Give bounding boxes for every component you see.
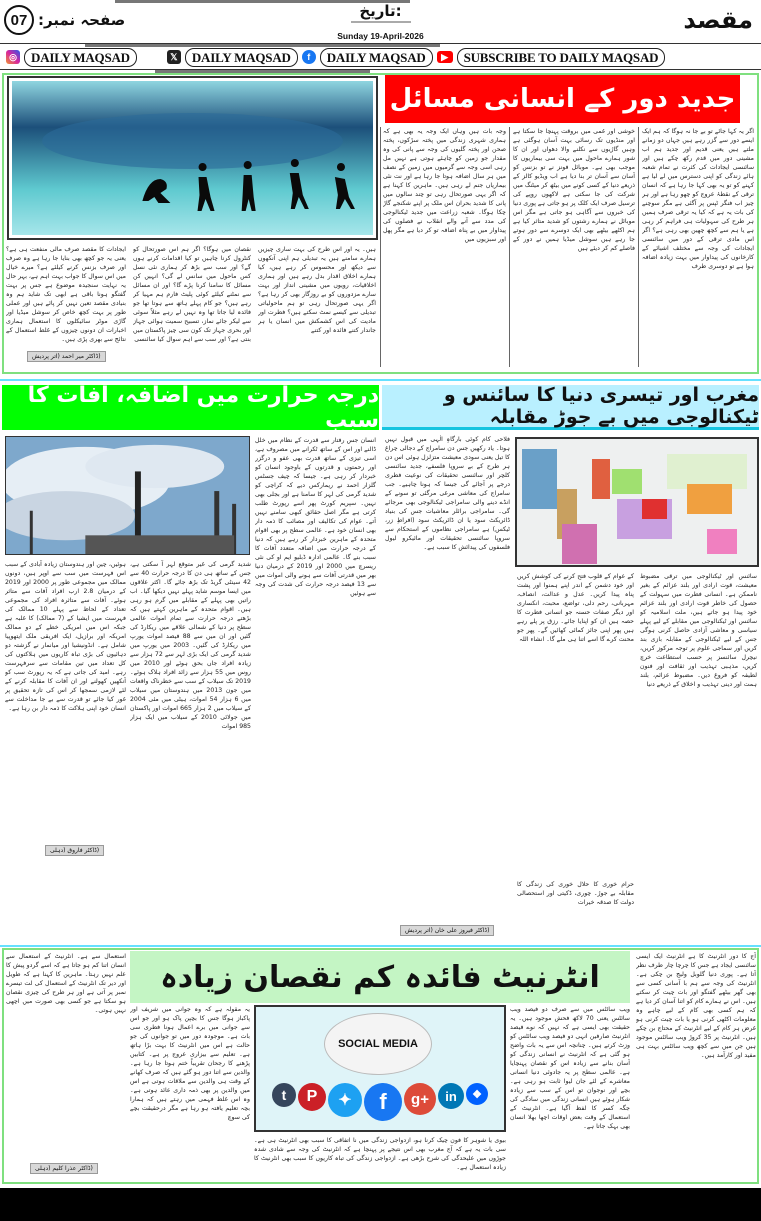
tumblr-icon: t xyxy=(272,1083,296,1107)
evolution-illustration xyxy=(12,81,373,235)
social-icon-row xyxy=(264,1083,496,1121)
x-twitter-icon[interactable]: 𝕏 xyxy=(167,50,181,64)
article-modern-age-column-6: ایجادات کا مقصد صرف مالی منفعت ہی ہے؟ یعنی یہ جو کچھ بھی بنایا جا رہا ہے وہ صرف اور صرف بزنس کرنے کیلئے ہے؟ میرے خیال میں اس سوال کا جواب بہت اہم ہے، بہر حال یہ نہایت سنجیدہ موضوع ہے جس پر بہت گفتگو ہونا باقی ہے ابھی تک شاید ہم وہ بنیادی مقصد تعین نہیں کر پائے ہیں اور عملی طور پر بہت کچھ خاص کر سوشل میڈیا اور گاڑی موٹر سائیکلوں کا استعمال ہماری اخبارات ان دونوں چیزوں کے غلط استعمال کے نتائج سے بھری پڑی ہیں۔ xyxy=(6,246,126,343)
column-rule xyxy=(509,127,510,367)
pinterest-icon: P xyxy=(298,1083,326,1111)
newspaper-logo: مقصد xyxy=(683,6,753,34)
facebook-logo-icon: f xyxy=(364,1083,402,1121)
article-modern-age-column-2: خوشی اور غمی میں بروقت پہنچا جا سکتا ہے اور منڈیوں تک رسائی بہت آسان ہوگئی ہے وہیں گاڑیوں سے نکلنے والا دھواں اور ان کا شور ہمارے ماحول میں بہت سی بیماریوں کا موجب بھی ہے۔ موبائل فونز نے تو بزنس کو آسان سے آسان تر بنا دیا ہے اب ویڈیو کالز کے ذریعے دنیا کے کسی کونے میں بیٹھ کر میٹنگ میں شرکت کی جا سکتی ہے لاکھوں روپے کی ترسیل صرف ایک کلک پر ہو جاتی ہے پوری دنیا کی خبروں سے آگاہی ہو جاتی ہے مگر اس موبائل نے ہمارے رشتوں کو شدید متاثر کیا ہے ہم اکٹھے بیٹھے بھی ایک دوسرے سے دور ہوتے جا رہے ہیں سوشل میڈیا ہمیں نے دور کے فاصلے کم کر دیئے ہیں xyxy=(513,128,635,252)
article-modern-age-column-1: اگر یہ کہا جائے تو بے جا نہ ہوگا کہ ہم ایک ایسے دور سے گزر رہے ہیں جہاں دو زمانے ملتے ہیں یعنی قدیم اور جدید ہم اب مشینی دور میں قدم رکھ چکے ہیں اور سائنسی ایجادات کی کثرت نے تمام شعبہ ہائے زندگی کو اپنی دسترس میں لے لیا ہے کہنے کو تو یہ بھی کہا جا رہا ہے کہ انسان ترقی کے نقطۂ عروج کو چھو رہا ہے اور ہر چیز اب فنگر ٹپس پر آگئی ہے مگر سوچنے کی بات یہ ہے کہ کیا یہ ترقی صرف ہمیں ہر طرح کی سہولیات ہی فراہم کر رہی ہے یا ہم سے کچھ چھین بھی رہی ہے؟ اگر اس مادی ترقی کے دور میں سائنسی ایجادات کی وجہ سے مختلف اشیائے کے کارخانوں کی پیداوار میں بہت زیادہ اضافہ ہوا ہے تو دوسری طرف xyxy=(642,128,754,270)
article-temperature-column-1: انسان جس رفتار سے قدرت کے نظام میں خلل ڈالنے اور اس کے ساتھ ٹکرانے میں مصروف ہے، اسی تیزی کے ساتھ قدرت بھی عفو و درگزر اور رحمتوں و قدرتوں کے باوجود انسان کو خبردار کر رہی ہے۔ جیسا کہ چیف جسٹس گلزار احمد نے ریمارکس دیے کہ کراچی کو شدید گرمی کی لہر کا سامنا ہے اور بجلی بھی نہیں۔ سپریم کورٹ پھر اسے رپورٹ طلب کرتی ہے مگر اصل حقائق کبھی سامنے نہیں آتے۔ عوام کی تکالیف اور مصائب کا ذمہ دار بھی انسان خود ہے۔ عالمی سطح پر بھی اقوام متحدہ کے ماہرین خبردار کر رہے ہیں کہ دنیا کے درجہ حرارت میں اضافہ متعدد آفات کا سبب بنے گا۔ عالمی ادارہ ڈبلیو ایم او کی نئی ریسرچ میں 2000 اور 2019 کے درمیان دنیا بھر میں قدرتی آفات سے ہونے والی اموات میں سے 13 فیصد درجہ حرارت کی شدت کی وجہ سے ہوئیں xyxy=(255,437,376,597)
issue-date: Sunday 19-April-2026 xyxy=(337,31,424,41)
article-internet-column-3: یہ مقولہ ہے کہ وہ جوانی میں شریف اور پاکباز ہوگا جس کا بچپن پاک ہو اور جو اس سے جوانی میں برے اعمال ہونا فطری سی بات ہے۔ موجودہ دور میں تو جوانوں کی جو حالت ہے اس میں انٹرنیٹ کا بہت بڑا ہاتھ ہے۔ تعلیم سے بیزاری عروج پر ہے۔ کتابیں پڑھنے کا رجحان تقریباً ختم ہوتا جا رہا ہے۔ والدین سے اتنا دور ہو گئے ہیں کہ صرف کھانے کے وقت ہی والدین سے ملاقات ہوتی ہے اس میں والدین پر بھی ذمہ داری عائد ہوتی ہے۔ وہ اس غلط فہمی میں رہتے ہیں کہ ہمارا بچہ تعلیم یافتہ ہو رہا ہے مگر درحقیقت بچے کی سوچ xyxy=(130,1006,250,1121)
instagram-handle[interactable]: DAILY MAQSAD xyxy=(24,48,137,67)
social-divider xyxy=(0,69,761,70)
linkedin-icon: in xyxy=(438,1083,464,1109)
section-separator xyxy=(0,379,761,381)
article-internet-column-2: ویب سائٹس میں سے صرف دو فیصد ویب سائٹس یعنی 70 لاکھ فحش موجود ہیں۔ یہ حقیقت بھی ایسی ہے کہ نہیں کہ نوے فیصد انٹرنیٹ صارفین انہی دو فیصد ویب سائٹس کو وزٹ کرتے ہیں۔ چنانچہ اس سے یہ بات واضح ہو گئی ہے کہ انٹرنیٹ نے انسانی زندگی کو آسان بنانے سے زیادہ اس کو نقصان پہنچایا ہے۔ عالمی سطح پر یہ جادوئی دنیا انسانی معاشرے کے لئے جان لیوا ثابت ہو رہی ہے۔ بچے اور نوجوان تو اس کے سب سے زیادہ شکار ہوئے ہیں انسانی زندگی میں سادگی کی جگہ کسر کا لفظ آگیا ہے۔ انٹرنیٹ کے استعمال کے وقت بعض اوقات اچھا بھلا انسان بھی بہک جاتا ہے۔ xyxy=(510,1006,630,1130)
image-factory-smoke xyxy=(5,436,250,555)
date-label: تاریخ: xyxy=(359,2,402,20)
masthead-divider xyxy=(0,43,761,44)
headline-modern-age: جدید دور کے انسانی مسائل xyxy=(385,75,740,123)
twitter-icon: ✦ xyxy=(328,1083,362,1117)
headline-rising-temperature: درجہ حرارت میں اضافہ، آفات کا سبب xyxy=(2,385,379,430)
social-bar xyxy=(0,45,761,69)
byline-rising-temperature: (ڈاکٹر فاروق (دہلی xyxy=(45,845,104,856)
article-modern-age-column-5: نقصان میں ہوگا؟ اگر ہم اس صورتحال کو کنٹرول کرنا چاہیں تو کیا اقدامات کرنے ہوں گے؟ اور سب سے بڑھ کر ہماری نئی نسل کس ماحول میں سانس لے گی؟ انہیں کن مسائل کا سامنا کرنا پڑے گا؟ اور ان مسائل سے نمٹنے کیلئے کوئی پلیٹ فارم ہم مہیا کر رہے ہیں؟ جو کام پہلے ہاتھ سے ہوتا تھا جو فائدہ لیا جاتا تھا وہ نہیں لے رہے مثلاً سوئی سے لیکر جائے نماز، تسبیح سمیت ہوائی جہاز اور بحری جہاز تک کون سی چیز پاکستان میں بنتی ہے؟ اور سب سے اہم سوال کیا سائنسی xyxy=(133,246,251,343)
article-temperature-column-2: شدید گرمی کی غیر متوقع لہر آ سکتی ہے، جس کے ساتھ ہی دن کا درجہ حرارت 40 سے 42 سینٹی گریڈ تک بڑھ جائے گا۔ اکثر علاقوں میں ایسا موسم شاید پہلے نہیں دیکھا گیا۔ اب راتیں بھی پہلے کے مقابلے میں گرم ہو رہی ہیں۔ اقوام متحدہ کے ماہرین کہتے ہیں کہ بڑھتے درجہ حرارت سے تمام اموات عالمی سطح پر دنیا کے شمالی علاقے میں ریکارڈ کی گئیں اور ان میں سے 88 فیصد اموات یورپ میں ریکارڈ کی گئیں۔ 2003 میں یورپ میں شدید گرمی کی ایک بڑی لہر سے 72 ہزار سے زیادہ افراد جاں بحق ہوئے اور 2010 میں روس میں 55 ہزار سے زائد افراد ہلاک ہوئے۔ 2019 تک سیلاب کے سب سے خطرناک واقعات میں جون 2013 میں ہندوستان میں سیلاب میں 6 ہزار 54 اموات، ہیٹی میں مئی 2004 کے سیلاب میں 2 ہزار 665 اموات اور پاکستان میں جولائی 2010 کے سیلاب میں ایک ہزار 985 اموات xyxy=(130,561,251,730)
youtube-icon[interactable]: ▶ xyxy=(437,51,453,63)
article-west-column-3: کے عوام کے قلوب فتح کرنے کی کوشش کریں اور خود دشمن کے اندر اپنے ہمنوا اور پشت پناہ پیدا کریں۔ عدل و عدالت، انصاف، مہربانی، رحم دلی، تواضع، محبت، انکساری اور دیگر صفات حسنہ جو انسانی فطرت کا حصہ ہیں ان کو اپنایا جائے۔ رزق پر پلے رہے ہیں پھر اپنی جائز کمائی کھائیں گے۔ پھر جو محنت کرے گا اسے اتنا ہی ملے گا۔ انشاء اللہ xyxy=(517,573,634,643)
x-handle[interactable]: DAILY MAQSAD xyxy=(185,48,298,67)
article-internet-column-5: استعمال سے ہے۔ انٹرنیٹ کے استعمال سے انسان اتنا کم ہو جاتا ہے کہ اسے گردو پیش کا علم نہیں رہتا۔ ماہرین کا کہنا ہے کہ طویل اور دیر تک انٹرنیٹ کے استعمال کی لت تیسرے نمبر پر آتی ہے اور ہر طرح کی چیزی نقصان ہو سکتا ہے جو کسی بھی صورت میں اچھی نہیں ہوتی۔ xyxy=(6,953,126,1014)
social-media-globe: SOCIAL MEDIA xyxy=(324,1013,432,1075)
youtube-subscribe[interactable]: SUBSCRIBE TO DAILY MAQSAD xyxy=(457,48,666,67)
google-plus-icon: g+ xyxy=(404,1083,436,1115)
instagram-icon[interactable]: ◎ xyxy=(6,50,20,64)
byline-internet: (ڈاکٹر عذرا کلیم (دہلی xyxy=(30,1163,98,1174)
article-modern-age-column-3: وجہ بات ہیں وہاں ایک وجہ یہ بھی ہے کہ ہماری شہری زندگی میں پختہ سڑکوں، پختہ صحن اور پختہ گلیوں کی وجہ سے پانی کی وہ مقدار جو زمین کو چاہئے ہوتی ہے نہیں مل رہی اسی وجہ سے گرمیوں میں زمین کے نصف میں ہر سال اضافہ ہوتا جا رہا ہے اور نت نئی بیماریاں جنم لے رہی ہیں۔ ماہرین کا کہنا ہے کہ اگر یہی صورتحال رہی تو چند سالوں میں پانی کا شدید بحران اس ملک پر اپنے شکنجے گاڑ چکا ہوگا۔ شعبہ زراعت میں جدید ٹیکنالوجی کی مدد سے آنے والے انقلاب نے فصلوں کی پیداوار میں بے پناہ اضافہ تو کر دیا ہے مگر پھل اور سبزیوں میں xyxy=(383,128,506,243)
date-divider xyxy=(351,21,411,23)
image-social-media xyxy=(254,1005,506,1132)
article-west-column-4: حرام خوری کا حلال خوری کی زندگی کا مقابلہ بے جوڑ۔ چوری، ڈکیتی اور استحصالی دولت کا صدقہ خیرات xyxy=(517,881,634,906)
facebook-icon[interactable]: f xyxy=(302,50,316,64)
dropbox-icon: ❖ xyxy=(466,1083,488,1105)
column-rule xyxy=(638,127,639,367)
article-temperature-column-3: ہوئیں، چین اور ہندوستان زیادہ آبادی کے سبب اس فہرست میں سب سے اوپر ہیں، دونوں ممالک میں مجموعی طور پر 2000 اور 2019 کے درمیان 2.8 ارب افراد آفات سے متاثر ہوئے۔ آفات سے متاثرہ افراد کی مجموعی تعداد کے لحاظ سے پہلے 10 ممالک کی فہرست میں ایشیا کے (7 ممالک) کا غلبہ ہے جبکہ اس میں امریکی خطے کے دو ممالک امریکہ اور برازیل، ایک افریقی ملک ایتھوپیا شامل ہے۔ انڈونیشیا اور میانمار نے گزشتہ دو دہائیوں کی بڑی تباہ کاریوں میں ہلاکتوں کی کل تعداد میں تین مقامات سے سرفہرست رہے۔ امید کی جاتی ہے کہ یہ رپورٹ سب کو آنکھیں کھولنے اور ان آفات کا مقابلہ کرنے کے لئے لازمی سمجھا کر اس کی تازہ تحقیق پر غور کیا جائے تو قدرت سے بے جا مداخلت سے انسان خود اپنی ہلاکت کا ذمہ دار بن رہا ہے۔ xyxy=(5,561,126,712)
article-modern-age-column-4: ہیں۔ یہ اور اس طرح کی بہت ساری چیزیں ہمارے سامنے ہیں یہ تبدیلی ہم اپنی آنکھوں سے دیکھ اور محسوس کر رہے ہیں، کیا ہمارے اخلاق اقدار بدل رہے ہیں اور ہماری اخلاقیات، رویوں میں مشینی انداز اور بہت سارے مزدوروں کو بے روزگار بھی کر رہا ہے؟ اگر یہی صورتحال رہی تو ہم ماحولیاتی تبدیلی سے کیسے نمٹ سکتے ہیں؟ فطرت اور مادیت کی اس کشمکش میں انسان یا ہر جاندار کتنے فائدہ اور کتنے xyxy=(258,246,376,334)
headline-internet: انٹرنیٹ فائدہ کم نقصان زیادہ xyxy=(130,951,630,1003)
date-block xyxy=(0,2,761,43)
image-world-map xyxy=(515,437,759,567)
footer-bar xyxy=(0,1188,761,1221)
byline-west-vs-third-world: (ڈاکٹر فیروز علی خان (اتر پردیش xyxy=(400,925,494,936)
article-west-column-2: سائنس اور ٹیکنالوجی میں ترقی مضبوط معیشت، قوت ارادی اور بلند عزائم کے بغیر ناممکن ہے۔ انسانی فطرت میں سہولت کے حصول کی خاطر قوت ارادی اور بلند عزائم خود پیدا ہو جاتے ہیں، ملت اسلامیہ کو سائنس اور ٹیکنالوجی میں مقابلے کے لیے پہلے سیاسی و معاشی آزادی حاصل کرنی ہوگی جس کے لیے ٹیکنالوجی کے مقابلہ بازی بند کریں اور سماجی علوم پر توجہ مرکوز کریں، نیچرل سائنسز پر حسب استطاعت خرچ کریں، مذہبی تہذیب اور ثقافت اور فنون لطیفہ کو فروغ دیں۔ مضبوط عزائم، بلند ہمت اور دینی تہذیب و اخلاق کے ذریعے دنیا xyxy=(640,573,757,688)
article-west-column-1: فلاحی کام کوئی بارگاہِ الٰہی میں قبول نہیں ہوتا۔ یاد رکھیں جس دن سامراج کے دجالی چراغ کا تیل یعنی سودی معیشت متزلزل ہوئی اس دن ہر طرح کے بے سروپا فلسفے، جدید سائنسی کلچر اور سائنسی تحقیقات کی نوعیت فطری درجے پر آجائے گی جیسا کہ ہونا چاہیے۔ جب سامراج کی معاشی مرغی مرگئی تو سونے کے انڈے دینے والی سامراجی ٹیکنالوجی بھی مرجائے گی۔ سامراجی برائلر معاشیات جس کی بنیاد ڈائریکٹ سود یا ان ڈائریکٹ سود (افراطِ زر، ٹیکس) ہے سامراجی نظاموں کے استحکام سے سروپا سائنسی تحقیقات اور مائیکرو لیول فلسفوں کی پیدائش کا سبب ہے۔ xyxy=(385,436,510,551)
page-number-label: صفحہ نمبر: xyxy=(38,11,126,29)
section-separator xyxy=(0,945,761,947)
facebook-handle[interactable]: DAILY MAQSAD xyxy=(320,48,433,67)
headline-west-vs-third-world: مغرب اور تیسری دنیا کا سائنس و ٹیکنالوجی میں بے جوڑ مقابلہ xyxy=(382,385,759,430)
world-map-illustration xyxy=(517,439,757,565)
column-rule xyxy=(380,127,381,367)
masthead xyxy=(0,2,761,42)
page-number: 07 xyxy=(4,5,34,35)
image-evolution xyxy=(7,76,378,240)
article-internet-column-4: بیوی یا شوہر کا فون چیک کرنا ہو، ازدواجی زندگی میں نا اتفاقی کا سبب بھی انٹرنیٹ ہی ہے۔ سی بات یہ ہے کہ آج مغرب بھی اس نتیجے پر پہنچا ہے کہ انٹرنیٹ کی وجہ سے شادی شدہ جوڑوں میں علیحدگی کی شرح بڑھی ہے۔ ازدواجی زندگی کی تباہ کاریوں کا سبب بھی انٹرنیٹ کا زیادہ استعمال ہے۔ xyxy=(254,1137,506,1171)
article-internet-column-1: آج کا دور انٹرنیٹ کا ہے انٹرنیٹ ایک ایسی سائنسی ایجاد ہے جس کا چرچا چار طرف نظر آتا ہے۔ پوری دنیا گلوبل ولیج بن چکی ہے۔ انٹرنیٹ کی وجہ سے ہم با آسانی کسی سے بھی گھر بیٹھے گفتگو اور بات چیت کر سکتے ہیں۔ اس نے ہمارے کام کو اتنا آسان کر دیا ہے کہ ہم کسی بھی کام کے لیے چاہے وہ معلومات اکٹھی کرنی ہو یا بات چیت کرنی ہو غرض ہر کام کے لیے انٹرنیٹ کے محتاج بن چکے ہیں۔ انٹرنیٹ پر 35 کروڑ ویب سائٹس موجود ہیں جن میں سے کچھ ویب سائٹس بہت ہی مفید اور کارآمد ہیں۔ xyxy=(636,953,756,1059)
factory-illustration xyxy=(6,437,249,554)
byline-modern-age: (ڈاکٹر میر احمد (اتر پردیش xyxy=(27,351,106,362)
